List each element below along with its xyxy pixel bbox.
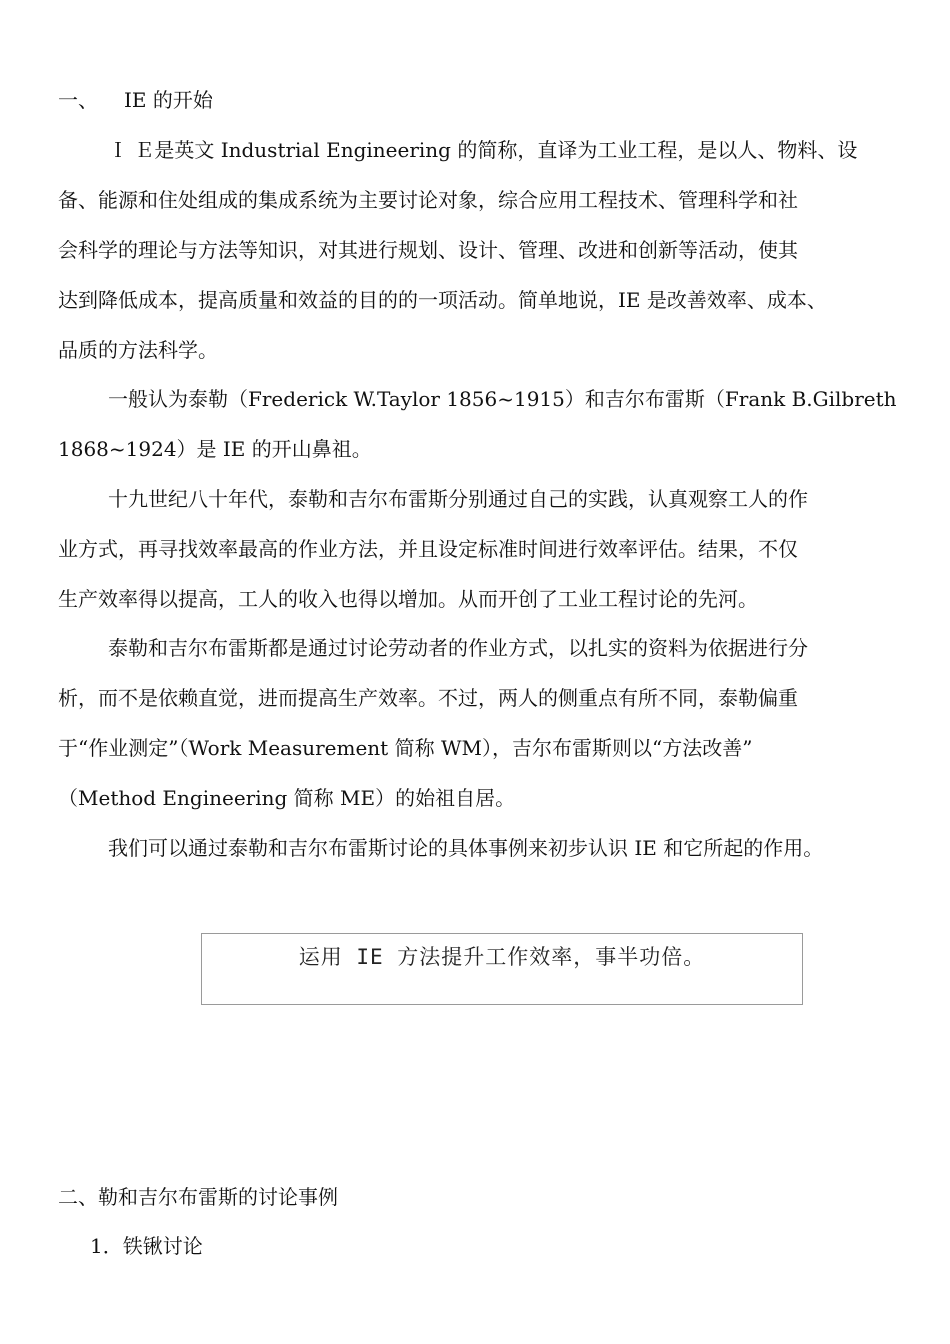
- paragraph-3-line-2: 业方式，再寻找效率最高的作业方法，并且设定标准时间进行效率评估。结果，不仅: [58, 537, 798, 561]
- section-1-heading: [58, 85, 213, 115]
- paragraph-1-line-2: 备、能源和住处组成的集成系统为主要讨论对象，综合应用工程技术、管理科学和社: [58, 188, 798, 212]
- paragraph-1-line-1: Ｉ Ｅ是英文 Industrial Engineering 的简称，直译为工业工程，是以人、物料、设: [108, 138, 858, 162]
- paragraph-2-line-2: 1868~1924）是 IE 的开山鼻祖。: [58, 437, 372, 461]
- paragraph-1-line-4: 达到降低成本，提高质量和效益的目的的一项活动。简单地说，IE 是改善效率、成本、: [58, 288, 827, 312]
- paragraph-4-line-3: 于“作业测定”（Work Measurement 简称 WM），吉尔布雷斯则以“方法改善”: [58, 736, 753, 760]
- paragraph-3-line-1: 十九世纪八十年代，泰勒和吉尔布雷斯分别通过自己的实践，认真观察工人的作: [108, 487, 808, 511]
- section-2-heading: 二、勒和吉尔布雷斯的讨论事例: [58, 1185, 338, 1209]
- section-2-item-1: 1．铁锹讨论: [90, 1234, 203, 1258]
- paragraph-1-line-3: 会科学的理论与方法等知识，对其进行规划、设计、管理、改进和创新等活动，使其: [58, 238, 798, 262]
- callout-box: [201, 933, 803, 1005]
- paragraph-5-line-1: 我们可以通过泰勒和吉尔布雷斯讨论的具体事例来初步认识 IE 和它所起的作用。: [108, 836, 824, 860]
- paragraph-4-line-2: 析，而不是依赖直觉，进而提高生产效率。不过，两人的侧重点有所不同，泰勒偏重: [58, 686, 798, 710]
- callout-text: 运用 IE 方法提升工作效率，事半功倍。: [298, 945, 706, 969]
- paragraph-2-line-1: 一般认为泰勒（Frederick W.Taylor 1856~1915）和吉尔布雷斯（Frank B.Gilbreth: [108, 387, 897, 411]
- section-1-number: 一、: [58, 88, 98, 112]
- paragraph-1-line-5: 品质的方法科学。: [58, 338, 218, 362]
- paragraph-4-line-4: （Method Engineering 简称 ME）的始祖自居。: [58, 786, 516, 810]
- paragraph-3-line-3: 生产效率得以提高，工人的收入也得以增加。从而开创了工业工程讨论的先河。: [58, 587, 758, 611]
- paragraph-4-line-1: 泰勒和吉尔布雷斯都是通过讨论劳动者的作业方式，以扎实的资料为依据进行分: [108, 636, 808, 660]
- section-1-title: IE 的开始: [124, 88, 213, 112]
